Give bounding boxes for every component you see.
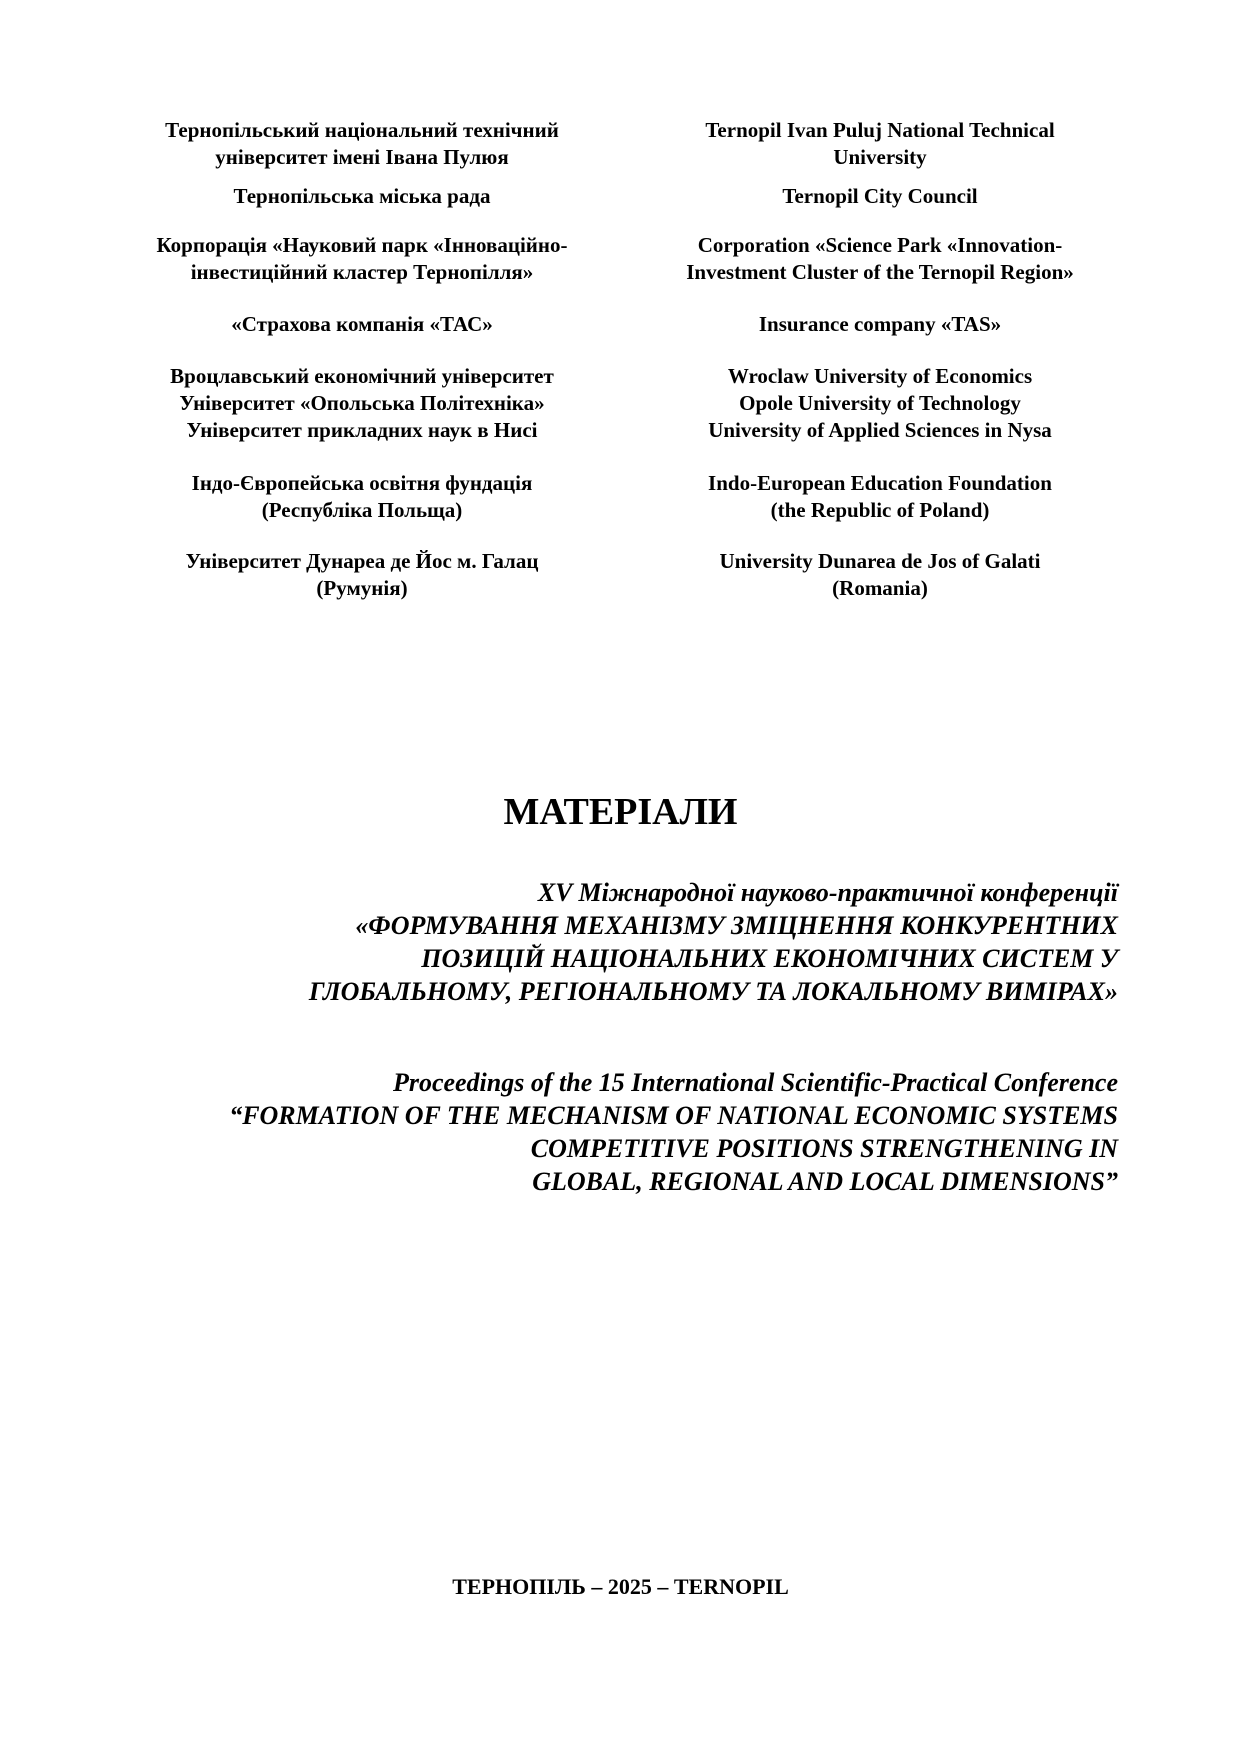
organizer-en: University Dunarea de Jos of Galati (Romania)	[719, 549, 1041, 600]
conference-title-en	[38, 1066, 1118, 1198]
organizer-en: Corporation «Science Park «Innovation- Investment Cluster of the Ternopil Region»	[686, 233, 1074, 284]
organizer-en: Ternopil Ivan Puluj National Technical University	[705, 118, 1055, 169]
place-and-year: ТЕРНОПІЛЬ – 2025 – TERNOPIL	[452, 1574, 789, 1599]
page-title: МАТЕРІАЛИ	[503, 791, 738, 833]
conference-line: COMPETITIVE POSITIONS STRENGTHENING IN	[530, 1134, 1118, 1163]
conference-line: Proceedings of the 15 International Scientific-Practical Conference	[392, 1068, 1118, 1097]
organizer-en: Indo-European Education Foundation (the Republic of Poland)	[708, 471, 1052, 522]
organizer-uk: Вроцлавський економічний університет Університет «Опольська Політехніка» Університет прикладних наук в Нисі	[170, 364, 554, 442]
organizer-uk: Індо-Європейська освітня фундація (Республіка Польща)	[191, 471, 533, 522]
organizer-uk: Університет Дунареа де Йос м. Галац (Румунія)	[185, 549, 539, 600]
conference-line: “FORMATION OF THE MECHANISM OF NATIONAL ECONOMIC SYSTEMS	[229, 1101, 1118, 1130]
organizer-en: Wroclaw University of Economics Opole University of Technology University of Applied Sciences in Nysa	[708, 364, 1052, 442]
organizer-uk: Корпорація «Науковий парк «Інноваційно- інвестиційний кластер Тернопілля»	[156, 233, 568, 284]
conference-line: ПОЗИЦІЙ НАЦІОНАЛЬНИХ ЕКОНОМІЧНИХ СИСТЕМ У	[421, 944, 1118, 973]
organizer-uk: Тернопільський національний технічний університет імені Івана Пулюя	[165, 118, 559, 169]
conference-title-uk	[38, 876, 1118, 1008]
conference-line: XV Міжнародної науково-практичної конференції	[537, 878, 1118, 907]
organizer-en: Insurance company «TAS»	[758, 312, 1002, 336]
conference-line: GLOBAL, REGIONAL AND LOCAL DIMENSIONS”	[532, 1167, 1118, 1196]
organizer-uk: Тернопільська міська рада	[233, 184, 491, 208]
organizer-uk: «Страхова компанія «ТАС»	[231, 312, 493, 336]
conference-line: «ФОРМУВАННЯ МЕХАНІЗМУ ЗМІЦНЕННЯ КОНКУРЕНТНИХ	[355, 911, 1118, 940]
organizer-en: Ternopil City Council	[782, 184, 978, 208]
conference-line: ГЛОБАЛЬНОМУ, РЕГІОНАЛЬНОМУ ТА ЛОКАЛЬНОМУ ВИМІРАХ»	[308, 977, 1118, 1006]
